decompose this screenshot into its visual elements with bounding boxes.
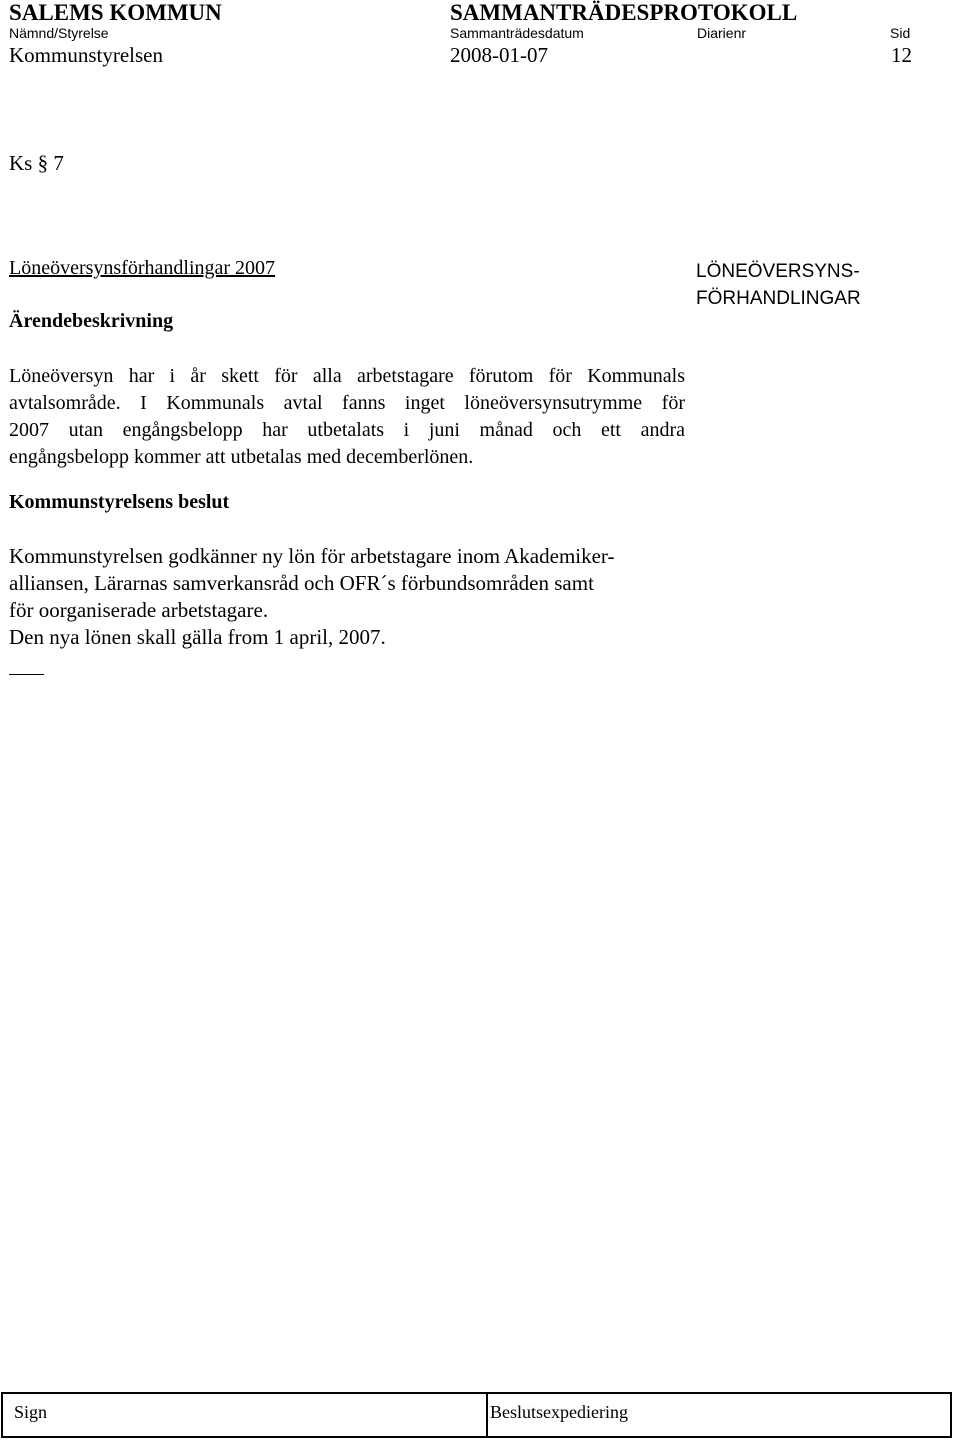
decision-line: Kommunstyrelsen godkänner ny lön för arbetstagare inom Akademiker- (9, 544, 615, 568)
meeting-date-value: 2008-01-07 (450, 43, 548, 67)
page-number: 12 (891, 43, 912, 67)
body-value: Kommunstyrelsen (9, 43, 163, 67)
meeting-date-label: Sammanträdesdatum (450, 25, 584, 41)
description-line: engångsbelopp kommer att utbetalas med decemberlönen. (9, 446, 474, 468)
page-label: Sid (890, 25, 911, 41)
body-label: Nämnd/Styrelse (9, 25, 109, 41)
signature-footer (1, 1392, 952, 1438)
description-line: 2007 utan engångsbelopp har utbetalats i juni månad och ett andra (9, 419, 685, 441)
case-category (696, 258, 861, 312)
sign-label: Sign (14, 1402, 48, 1422)
decision-line: Den nya lönen skall gälla from 1 april, 2007. (9, 625, 386, 649)
description-line: avtalsområde. I Kommunals avtal fanns inget löneöversynsutrymme för (9, 392, 685, 414)
dispatch-label: Beslutsexpediering (490, 1402, 628, 1422)
case-category-line: LÖNEÖVERSYNS- (696, 261, 860, 282)
description-text (9, 363, 685, 471)
municipality-name: SALEMS KOMMUN (9, 0, 222, 25)
decision-line: alliansen, Lärarnas samverkansråd och OFR´s förbundsområden samt (9, 571, 594, 595)
description-line: Löneöversyn har i år skett för alla arbetstagare förutom för Kommunals (9, 365, 685, 387)
description-heading: Ärendebeskrivning (9, 310, 174, 332)
case-category-line: FÖRHANDLINGAR (696, 288, 861, 309)
case-paragraph: Ks § 7 (9, 151, 64, 175)
decision-line: för oorganiserade arbetstagare. (9, 598, 269, 622)
case-subject: Löneöversynsförhandlingar 2007 (9, 257, 276, 279)
diarienr-label: Diarienr (697, 25, 747, 41)
section-end-rule (9, 674, 44, 675)
footer-divider (486, 1394, 488, 1436)
document-type: SAMMANTRÄDESPROTOKOLL (450, 0, 798, 25)
decision-text (9, 543, 615, 651)
decision-heading: Kommunstyrelsens beslut (9, 491, 230, 513)
